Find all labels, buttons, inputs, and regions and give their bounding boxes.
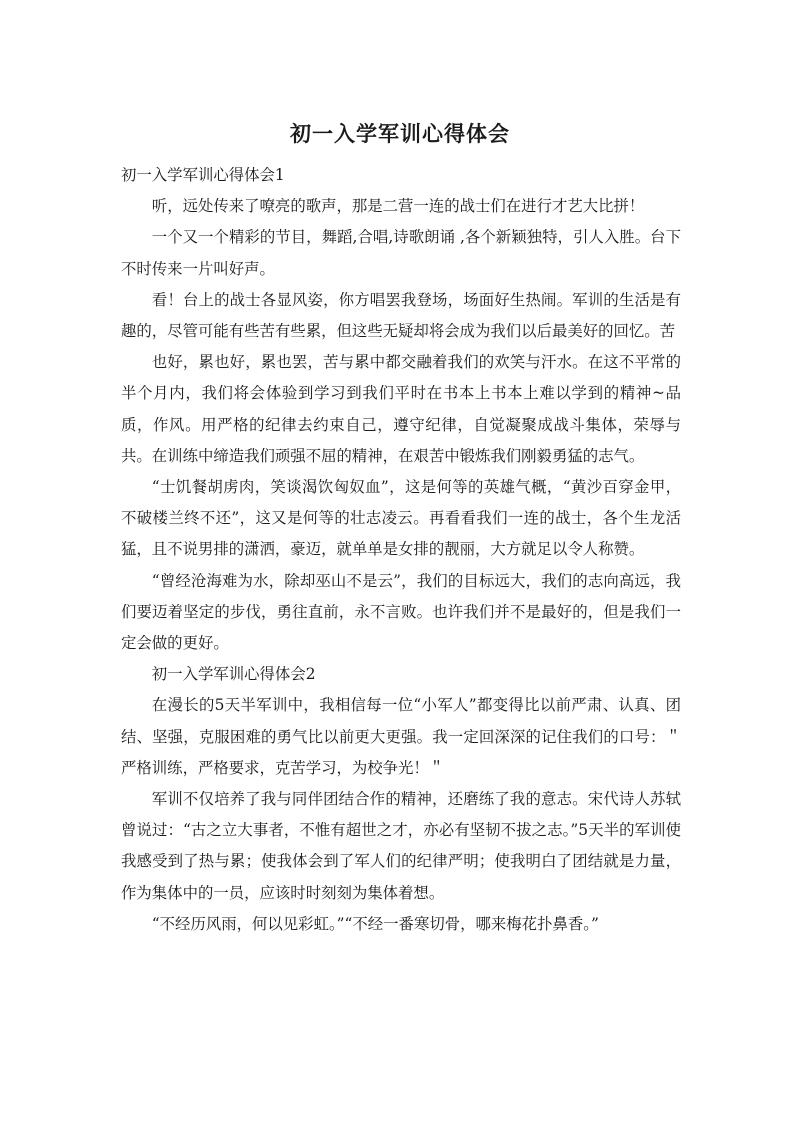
body-paragraph: 听，远处传来了嘹亮的歌声，那是二营一连的战士们在进行才艺大比拼！: [151, 197, 645, 216]
body-paragraph: “曾经沧海难为水，除却巫山不是云”，我们的目标远大，我们的志向高远，我们要迈着坚定的步伐，勇往直前，永不言败。也许我们并不是最好的，但是我们一定会做的更好。: [121, 571, 681, 653]
body-paragraph: 也好，累也好，累也罢，苦与累中都交融着我们的欢笑与汗水。在这不平常的半个月内，我们将会体验到学习到我们平时在书本上书本上难以学到的精神~品质，作风。用严格的纪律去约束自己，遵守纪律，自觉凝聚成战斗集体，荣辱与共。在训练中缔造我们顽强不屈的精神，在艰苦中锻炼我们刚毅勇猛的志气。: [121, 353, 681, 465]
body-paragraph: 看！台上的战士各显风姿，你方唱罢我登场，场面好生热闹。军训的生活是有趣的，尽管可能有些苦有些累，但这些无疑却将会成为我们以后最美好的回忆。苦: [121, 290, 681, 341]
section-heading: 初一入学军训心得体会2: [151, 665, 316, 684]
body-paragraph: “不经历风雨，何以见彩虹。”“不经一番寒切骨，哪来梅花扑鼻香。”: [151, 914, 599, 933]
section-heading: 初一入学军训心得体会1: [121, 166, 285, 184]
body-paragraph: 一个又一个精彩的节目，舞蹈,合唱,诗歌朗诵 ,各个新颖独特，引人入胜。台下不时传来一片叫好声。: [121, 228, 681, 278]
document-body: [121, 160, 681, 940]
body-paragraph: 军训不仅培养了我与同伴团结合作的精神，还磨练了我的意志。宋代诗人苏轼曾说过：“古之立大事者，不惟有超世之才，亦必有坚韧不拔之志。”5天半的军训使我感受到了热与累；使我体会到了军人们的纪律严明；使我明白了团结就是力量，作为集体中的一员，应该时时刻刻为集体着想。: [121, 790, 681, 902]
body-paragraph: “士饥餐胡虏肉，笑谈渴饮匈奴血”，这是何等的英雄气概，“黄沙百穿金甲，不破楼兰终不还”，这又是何等的壮志凌云。再看看我们一连的战士，各个生龙活猛，且不说男排的潇洒，豪迈，就单单是女排的靓丽，大方就足以令人称赞。: [121, 478, 681, 559]
document-title: 初一入学军训心得体会: [290, 122, 510, 146]
body-paragraph: 在漫长的5天半军训中，我相信每一位“小军人”都变得比以前严肃、认真、团结、坚强，克服困难的勇气比以前更大更强。我一定回深深的记住我们的口号：＂严格训练，严格要求，克苦学习，为校争光！＂: [121, 696, 681, 777]
